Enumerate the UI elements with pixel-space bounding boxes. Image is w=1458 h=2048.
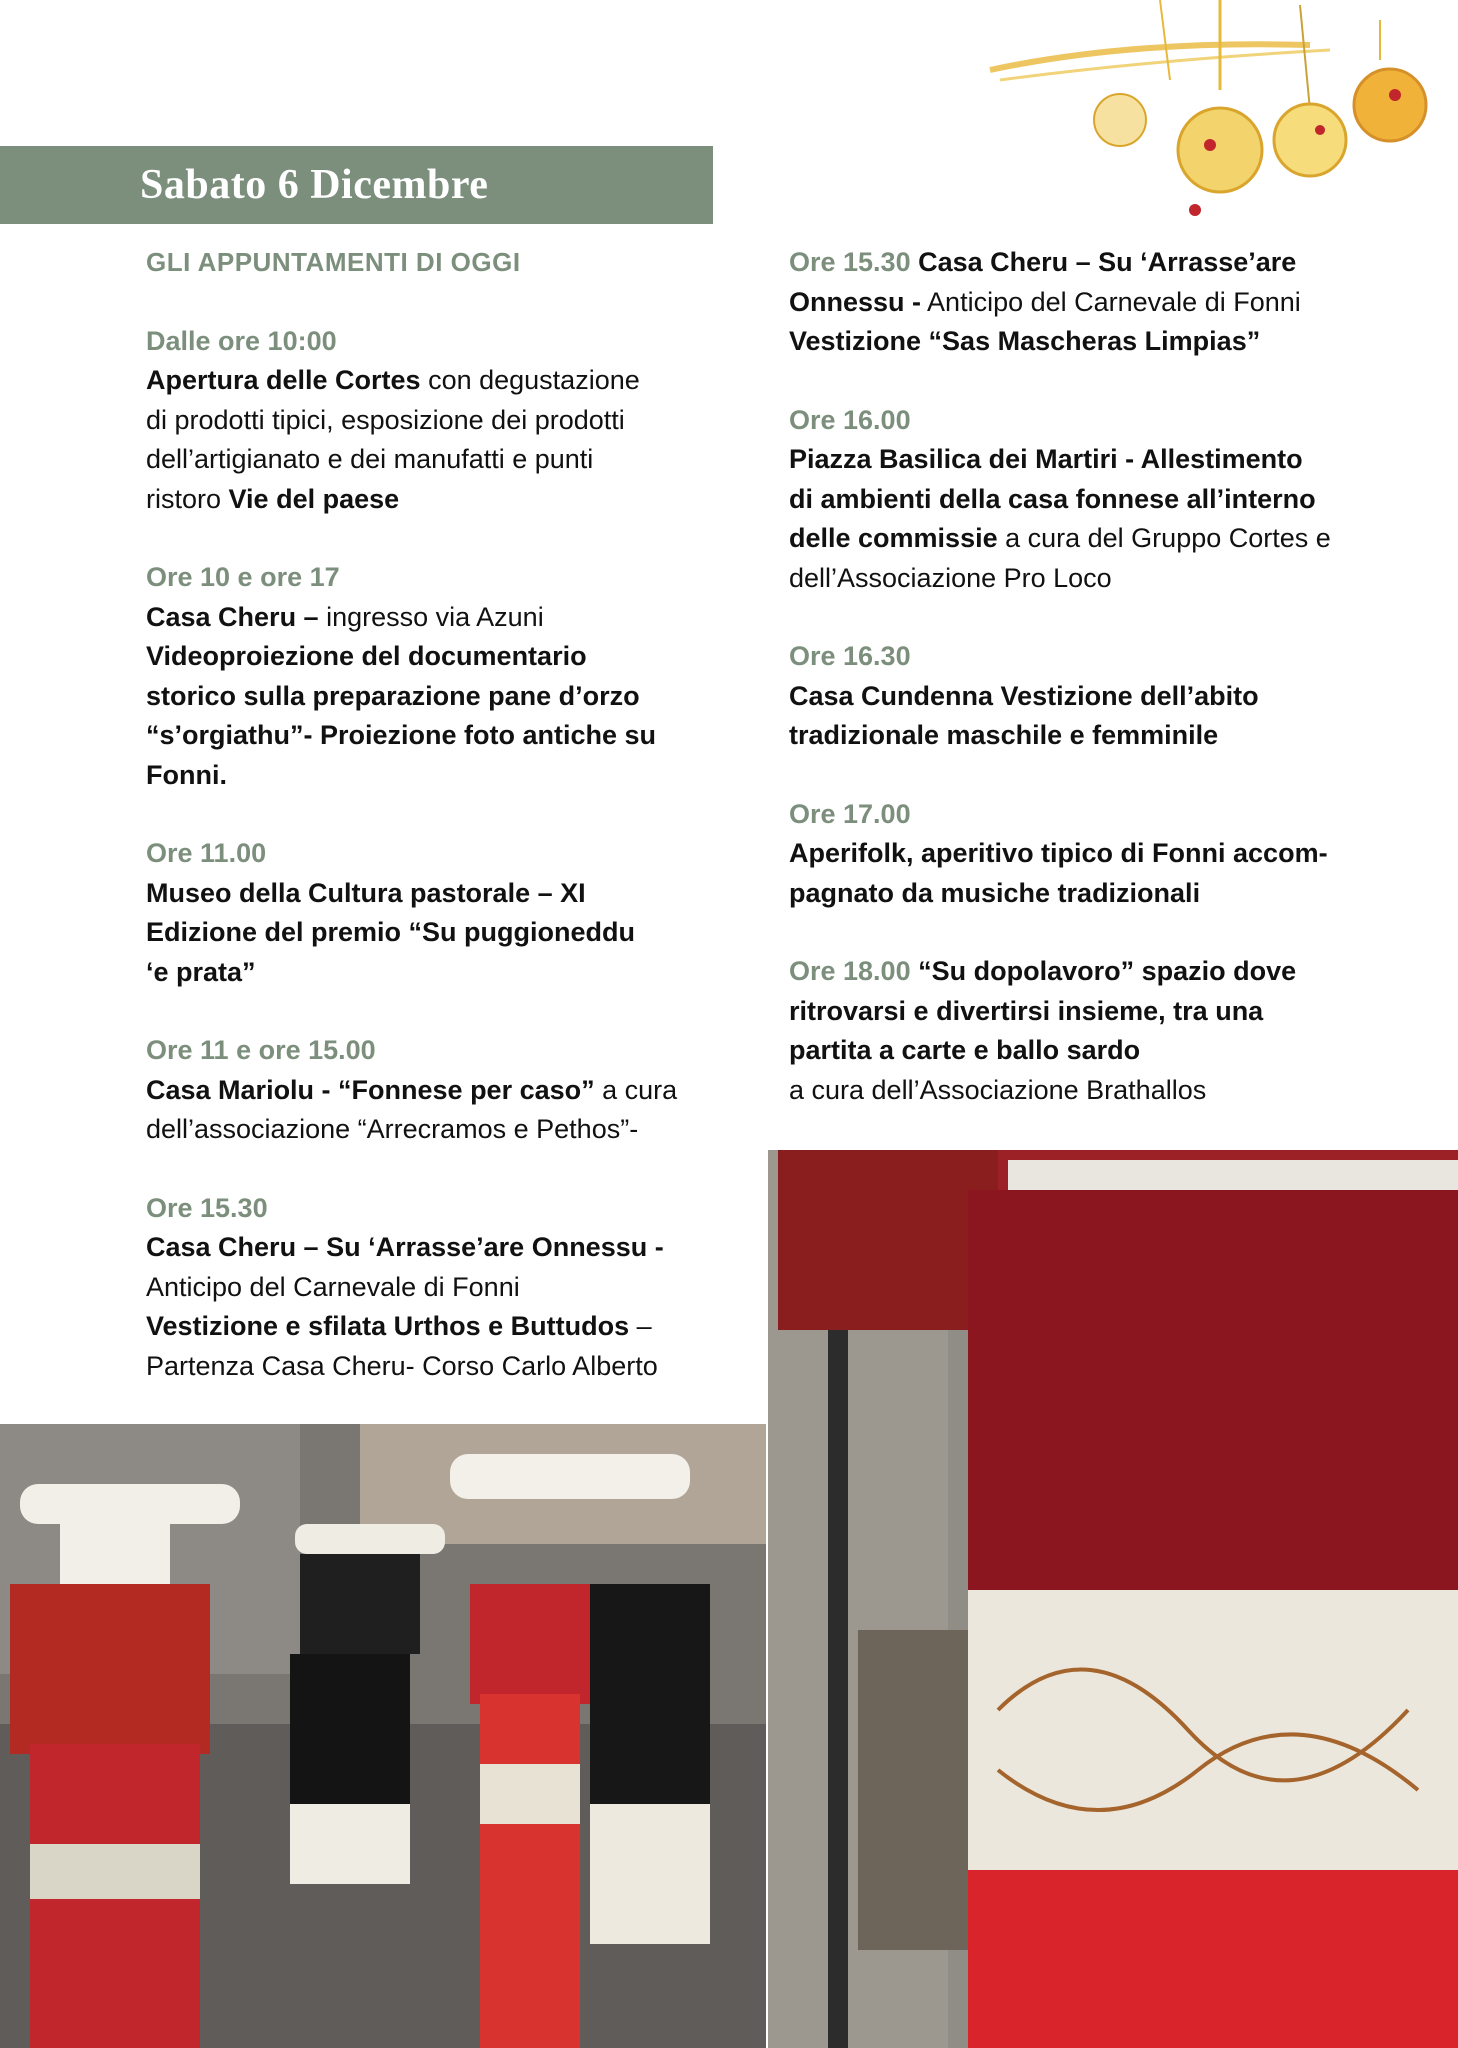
event-line: Apertura delle Cortes con degustazione (146, 365, 640, 395)
event-item (789, 243, 1349, 362)
event-line: Ore 15.30 Casa Cheru – Su ‘Arrasse’are (789, 247, 1297, 277)
event-line: Vestizione “Sas Mascheras Limpias” (789, 326, 1261, 356)
event-line: dell’associazione “Arrecramos e Pethos”- (146, 1114, 639, 1144)
event-line: Casa Cundenna Vestizione dell’abito (789, 680, 1259, 711)
event-line: Fonni. (146, 759, 227, 790)
event-time: Ore 15.30 (789, 247, 911, 277)
event-item (146, 834, 686, 992)
event-line: Museo della Cultura pastorale – XI (146, 877, 586, 908)
right-column (789, 243, 1349, 1149)
costume-skirt-photo (768, 1150, 1458, 2048)
event-line: Casa Cheru – ingresso via Azuni (146, 601, 544, 632)
event-time: Ore 18.00 (789, 956, 911, 986)
event-line: Videoproiezione del documentario (146, 641, 587, 671)
event-item (789, 401, 1349, 599)
event-line: storico sulla preparazione pane d’orzo (146, 680, 640, 711)
left-column (146, 243, 686, 1425)
section-heading: GLI APPUNTAMENTI DI OGGI (146, 247, 521, 277)
event-time: Ore 16.30 (789, 641, 911, 671)
event-line: a cura dell’Associazione Brathallos (789, 1074, 1207, 1105)
event-line: Casa Mariolu - “Fonnese per caso” a cura (146, 1074, 678, 1105)
event-time: Ore 17.00 (789, 798, 911, 829)
event-line: Edizione del premio “Su puggioneddu (146, 917, 635, 947)
event-item (789, 952, 1349, 1110)
event-line: tradizionale maschile e femminile (789, 720, 1219, 750)
event-time: Ore 10 e ore 17 (146, 562, 340, 592)
event-line: Aperifolk, aperitivo tipico di Fonni accom- (789, 838, 1328, 868)
event-time: Ore 11.00 (146, 838, 267, 868)
event-line: “s’orgiathu”- Proiezione foto antiche su (146, 720, 657, 750)
event-item (789, 795, 1349, 914)
event-time: Ore 11 e ore 15.00 (146, 1035, 376, 1065)
event-line: Anticipo del Carnevale di Fonni (146, 1271, 520, 1302)
event-item (146, 1189, 686, 1387)
event-time: Ore 16.00 (789, 404, 911, 435)
event-line: Partenza Casa Cheru- Corso Carlo Alberto (146, 1350, 658, 1381)
event-time: Ore 15.30 (146, 1192, 268, 1223)
event-item (789, 637, 1349, 756)
event-line: Piazza Basilica dei Martiri - Allestimento (789, 444, 1303, 474)
event-line: delle commissie a cura del Gruppo Cortes e (789, 523, 1331, 553)
event-line: Ore 18.00 “Su dopolavoro” spazio dove (789, 956, 1297, 986)
event-item (146, 322, 686, 520)
event-line: Onnessu - Anticipo del Carnevale di Fonni (789, 286, 1301, 317)
event-line: ritrovarsi e divertirsi insieme, tra una (789, 995, 1264, 1026)
event-line: dell’artigianato e dei manufatti e punti (146, 444, 594, 474)
event-line: di prodotti tipici, esposizione dei prodotti (146, 404, 625, 435)
event-line: partita a carte e ballo sardo (789, 1035, 1141, 1065)
event-line: Vestizione e sfilata Urthos e Buttudos – (146, 1311, 652, 1341)
event-item (146, 1031, 686, 1150)
event-line: ‘e prata” (146, 956, 256, 987)
event-item (146, 558, 686, 795)
event-line: di ambienti della casa fonnese all’interno (789, 483, 1316, 514)
event-line: pagnato da musiche tradizionali (789, 877, 1201, 908)
event-line: ristoro Vie del paese (146, 483, 400, 514)
costume-procession-photo (0, 1424, 766, 2048)
page-title: Sabato 6 Dicembre (140, 162, 489, 208)
event-time: Dalle ore 10:00 (146, 325, 337, 356)
ornament-decoration-icon (980, 0, 1430, 220)
event-line: Casa Cheru – Su ‘Arrasse’are Onnessu - (146, 1232, 664, 1262)
event-line: dell’Associazione Pro Loco (789, 562, 1112, 593)
